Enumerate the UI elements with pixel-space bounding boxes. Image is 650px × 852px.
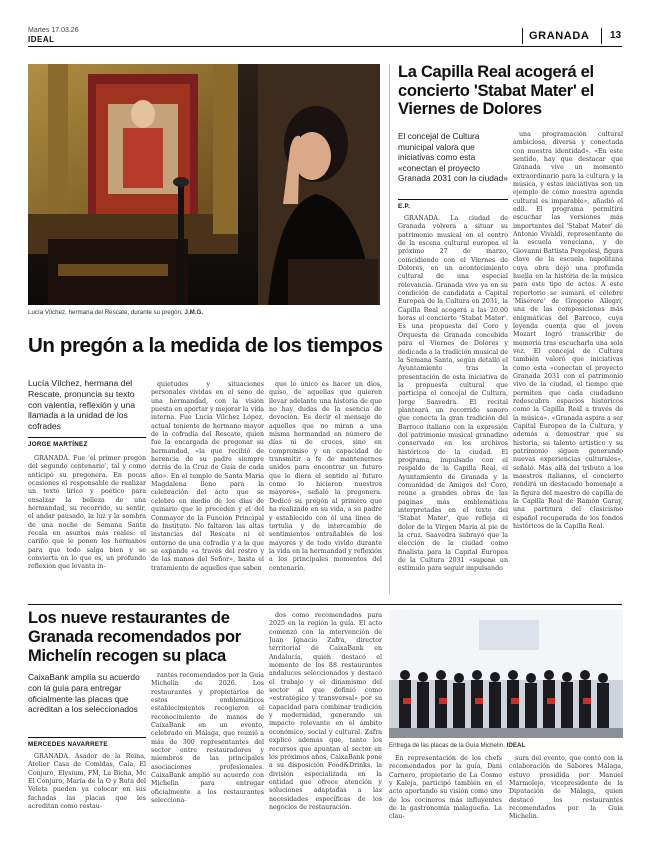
michelin-column-4 — [389, 755, 502, 833]
pregon-photo-caption-wrap — [28, 309, 380, 316]
pregon-photo-caption: Lucía Vílchez, hermana del Rescate, durante su pregón. — [28, 309, 183, 316]
michelin-byline-rule — [28, 737, 146, 738]
masthead-separator-2 — [601, 28, 602, 44]
michelin-col2-text: rantes recomendados por la Guía Michelin de 2026. Los restaurantes y propietarios de estos emblemáticos establecimientos recogieron el reconocimiento de manos de CaixaBank en un evento, celebrado en Málaga, que reunió a más de 300 representantes del sector entre restauradores y miembros de las principales asociaciones profesionales. CaixaBank amplió su acuerdo con Michelin para entregar oficialmente a los restaurantes selecciona- — [151, 672, 264, 805]
pregon-photo-image — [28, 64, 380, 305]
michelin-headline: Los nueve restaurantes de Granada recomendados por Michelín recogen su placa — [28, 609, 241, 665]
michelin-photo-credit: IDEAL — [506, 742, 526, 749]
michelin-col1-text: GRANADA. Asador de la Reina, Atelier Casa de Comidas, Cala, El Conjuro, Elysium, FM, La Bicha, Mc El Conjuro, María de la O y Ruta del Veleta pueden ya colocar en sus fachadas las placas que les acreditan como restau- — [28, 753, 146, 811]
pregon-subhead: Lucía Vílchez, hermana del Rescate, pronuncia su texto con valentía, reflexión y una llamada a la unidad de los cofrades — [28, 378, 136, 432]
michelin-photo-caption-wrap — [389, 742, 623, 749]
michelin-column-2 — [151, 672, 264, 833]
michelin-column-3 — [269, 612, 382, 833]
michelin-column-1 — [28, 753, 146, 833]
pregon-photo — [28, 64, 380, 305]
pregon-byline: JORGE MARTÍNEZ — [28, 441, 88, 448]
pregon-col3-text: que lo único es hacer un dios, quiso, de aquellas que quieren llevar adelante una historia de que no hay dudas de la esencia de devoción. Es decir el mensaje de aquellos que no miran a una misma hermandad en número de días ni de cruces, sino en compromiso y en capacidad de transmitir a fe de mantenernos unidos para encontrar un futuro que le diera el sentido al futuro como lo hicieron nuestros mayores», señaló la pregonera. Dedicó su pregón al primero que ha realizado en su vida, a su padre y establecido con él una línea de tertulia y de intercambio de sentimientos entrañables de los mayores y de todo vivido durante la vida en la hermandad y reflexión a los principales momentos del centenario. — [269, 381, 382, 572]
capilla-byline: E.P. — [398, 203, 411, 210]
masthead-paper: IDEAL — [28, 35, 55, 44]
article-divider-vertical — [389, 64, 390, 594]
capilla-subhead: El concejal de Cultura municipal valora que iniciativas como esta «conectan el proyecto Granada 2031 con la ciudad» — [398, 131, 508, 184]
michelin-col5-text: sura del evento, que contó con la colaboración de Sabores Málaga, estuvo presidida por Manuel Marmolejo, vicepresidente de la Diputación de Málaga, quien destacó los restaurantes recomendados por la Guía Michelin. — [509, 755, 623, 821]
michelin-photo-caption: Entrega de las placas de la Guía Michelin. — [389, 742, 505, 749]
pregon-photo-credit: J.M.G. — [184, 309, 204, 316]
masthead-date: Martes 17.03.26 — [28, 27, 79, 34]
capilla-byline-rule — [398, 199, 508, 200]
michelin-col3-text: dos como recomendados para 2025 en la región la guía. El acto comenzó con la intervención de Juan Ignacio Zafra, director territorial de CaixaBank en Andalucía, quien destacó el momento de los 88 restaurantes andaluces seleccionados y destacó el trabajo y el dinamismo del sector al que definió como «estratégico y transversal» por su capacidad para combinar tradición y modernidad, generando un impacto relevante en el ámbito económico, social y cultural. Zafra explicó además que, tanto los recursos que apuntan al sector en los próximos años, CaixaBank pone a su disposición Food&Drinks, la división especializada en la entidad que ofrece atención y soluciones adaptadas a las necesidades específicas de los negocios de restauración. — [269, 612, 382, 811]
pregon-byline-rule — [28, 437, 146, 438]
section-name: GRANADA — [529, 30, 590, 42]
pregon-col2-text: quietudes y situaciones personales vividas en el seno de una hermandad, con la visión puesta en aportar y mejorar la vida interna. Fue Lucía Vílchez López, actual teniente de hermano mayor de la cofradía del Rescate, quien fue la encargada de pregonar su hermandad, «la que recibió de herencia de su padre siempre detrás de la Cruz de Guía de cada año». En el templo de Santa María Magdalena lleno para la celebración del acto que se celebró en medio de los días de quinario que le preceden y el del Conmayor de la Función Principal de Instituto. No faltaron las altas instancias del Rescate ni el entorno de una cofradía y a la que se expande «a través del rostro y de las manos del Señor», hasta el tratamiento de aquellos que saben — [151, 381, 264, 572]
michelin-byline: MERCEDES NAVARRETE — [28, 741, 108, 748]
capilla-col2-text: una programación cultural ambiciosa, diversa y conectada con nuestra identidad». «En este sentido, hay que destacar que Granada vive un momento extraordinario para la cultura y la música, y estas iniciativas son un ejemplo de cómo nuestra agenda cultural es imparable», añadió el edil. El programa permitirá escuchar las versiones más importantes del 'Stabat Mater' de Antonio Vivaldi, representante de la escuela veneciana, y de Giovanni Battista Pergolesi, figura clave de la escuela napolitana cuya obra dejó una profunda huella en la historia de la música para este tipo de actos. A este repertorio se sumará el célebre 'Miserere' de Gregorio Allegri, una de las composiciones más enigmáticas del Barroco, cuya leyenda cuenta que el joven Mozart logró transcribir de memoria tras escucharla una sola vez. El concejal de Cultura también valoró que iniciativas como esta «conectan el proyecto Granada 2031 con el patrimonio vivo de la ciudad, el tiempo que permiten que cada ciudadano redescubra espacios históricos como la Capilla Real a través de la música». «Granada aspira a ser Capital Europea de la Cultura, y además a demostrar que su historia, su talento artístico y su patrimonio siguen generando nuevas experiencias culturales», señaló. Más allá del tributo a los maestros italianos, el concierto rendirá un destacado homenaje a la figura del maestro de capilla de la Capilla Real de Ramón Garay, una partitura del clasicismo español recuperada de los fondos históricos de la Capilla Real. — [513, 131, 623, 531]
michelin-photo — [389, 610, 623, 738]
michelin-subhead: CaixaBank amplía su acuerdo con la guía para entregar oficialmente las placas que acreditan a los seleccionados — [28, 672, 140, 715]
pregon-column-2 — [151, 381, 264, 595]
pregon-col1-text: GRANADA. Fue 'el primer pregón del segundo centenario', tal y como anticipó su pregonera. En pocas ocasiones el responsable de realizar un texto lírico y poético para ensalzar la belleza de una hermandad, su recorrido, su sentir, el andar pausado, la luz y la sombra de una noche de Semana Santa recala en asuntos más reales: el cariño que le ponen los hermanos para que todo salga bien y se convierta en lo que es, un profundo reflexión que levanta in- — [28, 455, 146, 571]
capilla-column-2 — [513, 131, 623, 595]
capilla-headline: La Capilla Real acogerá el concierto 'Stabat Mater' el Viernes de Dolores — [398, 63, 594, 118]
capilla-column-1 — [398, 215, 508, 595]
article-divider-horizontal — [28, 604, 622, 605]
masthead-separator — [522, 28, 523, 44]
pregon-headline: Un pregón a la medida de los tiempos — [28, 334, 383, 357]
michelin-column-5 — [509, 755, 623, 833]
michelin-photo-image — [389, 610, 623, 738]
capilla-col1-text: GRANADA. La ciudad de Granada volverá a situar su patrimonio musical en el centro de la escena cultural europea el próximo 27 de marzo, coincidiendo con el Viernes de Dolores, en un acontecimiento cultural de una especial relevancia. Granada vive ya en su condición de candidata a Capital Europea de la Cultura en 2031, la Capilla Real acogerá a las 20.00 horas el concierto 'Stabat Mater'. Es una propuesta del Coro y Orquesta de Granada concebida para el Viernes de Dolores y dedicada a la tradición musical de la Semana Santa, según detalló el Ayuntamiento tras la presentación de esta iniciativa de la propuesta cultural que participa el concejal de Cultura, Jorge Saavedra. El recital planteará un recorrido sonoro que conecta la gran tradición del Barroco italiano con la expresión del patrimonio musical granadino conservado en los archivos históricos de la ciudad. El programa, impulsado con el respaldo de la Capilla Real, el Ayuntamiento de Granada y la comunidad de Amigos del Coro, reúne a grandes obras de las páginas más emblemáticas interpretadas en el texto del 'Stabat Mater', que refleja el dolor de la Virgen María al pie de la cruz. Saavedra subrayó que la elección de la ciudad como finalista para la Capital Europea de la Cultura 2031 «supone un estímulo para seguir impulsando — [398, 215, 508, 573]
michelin-col4-text: En representación de los chefs recomendados por la guía, Dani Carnero, propietario de La Cosmo y Kaleja, participó también en el acto aportando su visión como uno de los cocineros más influyentes de la gastronomía malagueña. La clau- — [389, 755, 502, 821]
pregon-column-1 — [28, 455, 146, 595]
page-number: 13 — [610, 30, 622, 41]
pregon-column-3 — [269, 381, 382, 595]
masthead-rule — [28, 46, 622, 47]
